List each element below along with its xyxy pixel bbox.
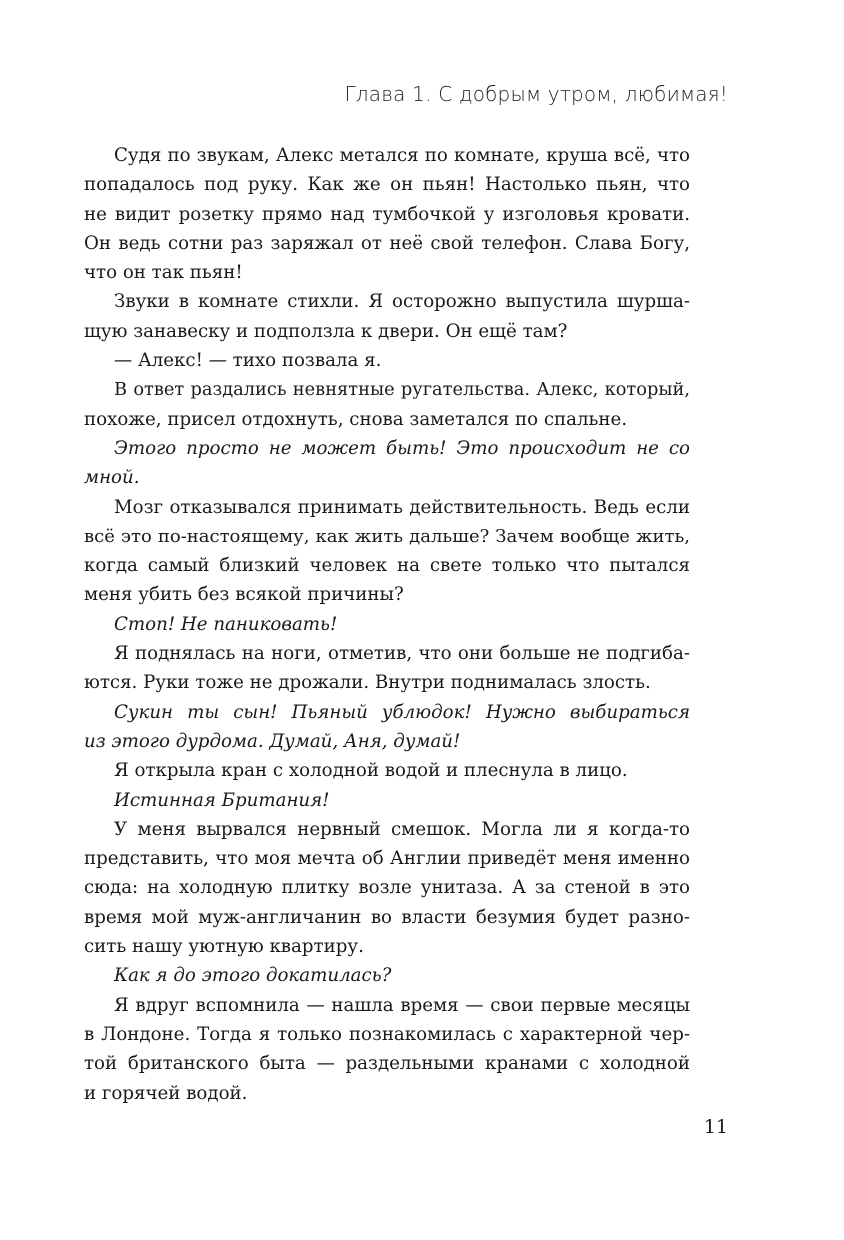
page-number: 11 [703, 1116, 728, 1138]
text-line: Звуки в комнате стихли. Я осторожно выпустила шурша- [114, 291, 690, 313]
text-line: Истинная Британия! [114, 789, 330, 811]
text-line: сить нашу уютную квартиру. [84, 936, 364, 958]
text-line: представить, что моя мечта об Англии приведёт меня именно [84, 848, 690, 870]
text-line: Я открыла кран с холодной водой и плеснула в лицо. [114, 760, 628, 782]
text-line: Я вдруг вспомнила — нашла время — свои первые месяцы [114, 994, 690, 1016]
text-line: меня убить без всякой причины? [84, 584, 404, 606]
text-line: из этого дурдома. Думай, Аня, думай! [84, 730, 461, 752]
text-line: щую занавеску и подползла к двери. Он ещё там? [84, 320, 568, 342]
text-line: У меня вырвался нервный смешок. Могла ли я когда-то [114, 818, 690, 840]
text-line: всё это по-настоящему, как жить дальше? Зачем вообще жить, [84, 525, 690, 547]
text-line: сюда: на холодную плитку возле унитаза. А за стеной в это [84, 877, 690, 899]
text-line: — Алекс! — тихо позвала я. [114, 350, 382, 372]
text-line: Я поднялась на ноги, отметив, что они больше не подгиба- [114, 643, 690, 665]
text-line: не видит розетку прямо над тумбочкой у изголовья кровати. [84, 203, 690, 225]
text-line: что он так пьян! [84, 262, 243, 284]
text-line: Он ведь сотни раз заряжал от неё свой телефон. Слава Богу, [84, 232, 690, 254]
text-line: Сукин ты сын! Пьяный ублюдок! Нужно выбираться [114, 701, 690, 723]
body-text [84, 141, 690, 1108]
text-line: Стоп! Не паниковать! [114, 613, 338, 635]
text-line: Мозг отказывался принимать действительность. Ведь если [114, 496, 690, 518]
text-line: той британского быта — раздельными кранами с холодной [84, 1053, 690, 1075]
text-line: ются. Руки тоже не дрожали. Внутри поднималась злость. [84, 672, 651, 694]
text-line: попадалось под руку. Как же он пьян! Настолько пьян, что [84, 174, 690, 196]
text-line: мной. [84, 467, 140, 489]
text-line: в Лондоне. Тогда я только познакомилась с характерной чер- [84, 1023, 690, 1045]
text-line: В ответ раздались невнятные ругательства. Алекс, который, [114, 379, 690, 401]
text-line: Судя по звукам, Алекс метался по комнате, круша всё, что [114, 145, 690, 166]
running-header: Глава 1. С добрым утром, любимая! [344, 82, 728, 106]
text-line: время мой муж-англичанин во власти безумия будет разно- [84, 906, 690, 928]
text-line: когда самый близкий человек на свете только что пытался [84, 555, 690, 577]
text-line: Этого просто не может быть! Это происходит не со [114, 437, 690, 459]
text-line: Как я до этого докатилась? [114, 965, 392, 987]
text-line: и горячей водой. [84, 1082, 248, 1104]
text-line: похоже, присел отдохнуть, снова заметался по спальне. [84, 408, 628, 430]
